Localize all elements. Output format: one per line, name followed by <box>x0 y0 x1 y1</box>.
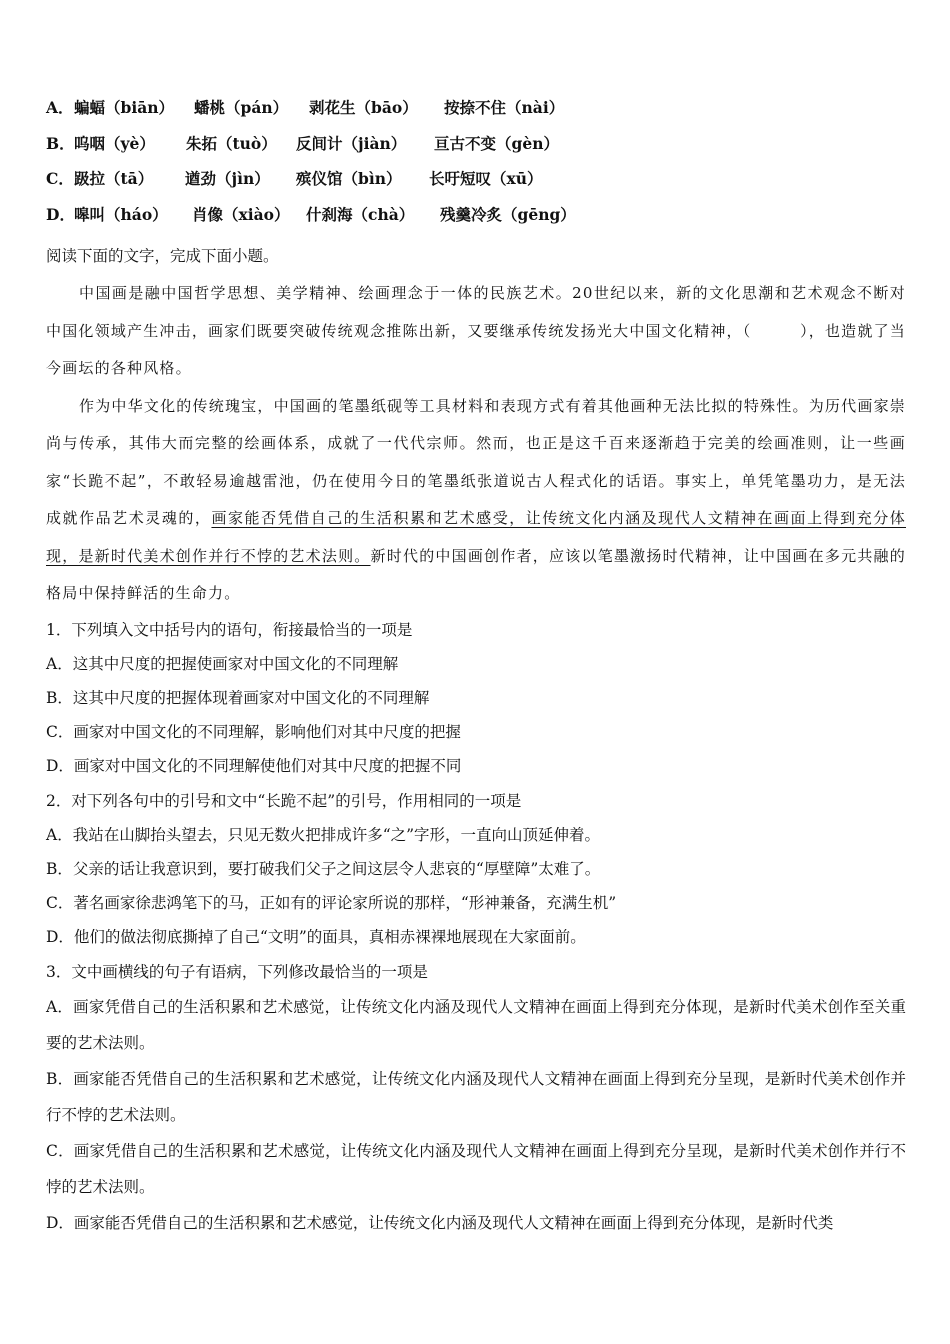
question-option: B．父亲的话让我意识到，要打破我们父子之间这层令人悲哀的“厚壁障”太难了。 <box>46 859 601 878</box>
choice-item: 按捺不住（nài） <box>444 98 565 117</box>
question-2 <box>46 784 906 955</box>
passage-paragraph-1 <box>46 275 906 388</box>
choice-item: 嗥叫（háo） <box>74 204 168 224</box>
choice-row-a <box>46 96 906 132</box>
choice-item: 呜咽（yè） <box>74 133 155 153</box>
question-option: A．画家凭借自己的生活积累和艺术感觉，让传统文化内涵及现代人文精神在画面上得到充分体现，是新时代美术创作至关重要的艺术法则。 <box>46 997 906 1052</box>
passage-p2-text: 作为中华文化的传统瑰宝，中国画的笔墨纸砚等工具材料和表现方式有着其他画种无法比拟的特殊性。为历代画家崇尚与传承，其伟大而完整的绘画体系，成就了一代代宗师。然而，也正是这千百来逐渐趋于完美的绘画准则，让一些画家“长跪不起”，不敢轻易逾越雷池，仍在使用今日的笔墨纸张道说古人程式化的话语。事实上，单凭笔墨功力，是无法成就作品艺术灵魂的， <box>46 396 906 527</box>
choice-item: 什刹海（chà） <box>306 204 415 224</box>
question-option: D．画家能否凭借自己的生活积累和艺术感觉，让传统文化内涵及现代人文精神在画面上得到充分体现，是新时代类 <box>46 1213 834 1232</box>
reading-intro: 阅读下面的文字，完成下面小题。 <box>46 247 279 265</box>
question-stem: 1．下列填入文中括号内的语句，衔接最恰当的一项是 <box>46 620 413 639</box>
question-3 <box>46 955 906 1241</box>
choice-letter: C． <box>46 169 74 188</box>
underlined-sentence: 画家能否凭借自己的生活积累和艺术感受，让传统文化内涵及现代人文精神在画面上得到充分体现，是新时代美术创作并行不悖的艺术法则。 <box>46 509 906 565</box>
choice-item: 朱拓（tuò） <box>186 133 277 153</box>
question-stem: 3．文中画横线的句子有语病，下列修改最恰当的一项是 <box>46 962 428 981</box>
choice-item: 长吁短叹（xū） <box>429 169 543 188</box>
passage-p1-text: 中国画是融中国哲学思想、美学精神、绘画理念于一体的民族艺术。20世纪以来，新的文化思潮和艺术观念不断对中国化领域产生冲击，画家们既要突破传统观念推陈出新，又要继承传统发扬光大中国文化精神，（ ），也造就了当今画坛的各种风格。 <box>46 284 906 377</box>
passage-paragraph-2 <box>46 388 906 613</box>
choice-letter: D． <box>46 204 75 224</box>
pinyin-choices <box>46 96 906 238</box>
question-option: A．我站在山脚抬头望去，只见无数火把排成许多“之”字形，一直向山顶延伸着。 <box>46 825 601 844</box>
choice-item: 殡仪馆（bìn） <box>296 169 402 188</box>
choice-row-b <box>46 132 906 168</box>
choice-item: 蟠桃（pán） <box>194 98 289 117</box>
choice-item: 亘古不变（gèn） <box>434 133 559 153</box>
choice-item: 蝙蝠（biān） <box>74 98 175 117</box>
passage-p2-tail: 新时代的中国画创作者，应该以笔墨激扬时代精神，让中国画在多元共融的格局中保持鲜活的生命力。 <box>46 546 906 602</box>
choice-item: 残羹冷炙（gēng） <box>440 204 576 224</box>
question-option: C．画家凭借自己的生活积累和艺术感觉，让传统文化内涵及现代人文精神在画面上得到充分呈现，是新时代美术创作并行不悖的艺术法则。 <box>46 1141 906 1196</box>
choice-item: 剥花生（bāo） <box>309 98 418 117</box>
question-option: B．画家能否凭借自己的生活积累和艺术感觉，让传统文化内涵及现代人文精神在画面上得到充分呈现，是新时代美术创作并行不悖的艺术法则。 <box>46 1069 906 1124</box>
choice-letter: A． <box>46 98 74 117</box>
question-stem: 2．对下列各句中的引号和文中“长跪不起”的引号，作用相同的一项是 <box>46 791 522 810</box>
choice-item: 反间计（jiàn） <box>296 133 407 153</box>
question-1 <box>46 613 906 784</box>
choice-item: 遒劲（jìn） <box>185 169 270 188</box>
choice-letter: B． <box>46 133 75 153</box>
document-page <box>46 96 906 1241</box>
question-option: C．著名画家徐悲鸿笔下的马，正如有的评论家所说的那样，“形神兼备，充满生机” <box>46 894 617 913</box>
question-option: D．他们的做法彻底撕掉了自己“文明”的面具，真相赤裸裸地展现在大家面前。 <box>46 928 586 947</box>
choice-item: 肖像（xiào） <box>192 204 290 224</box>
choice-item: 趿拉（tā） <box>74 169 154 188</box>
question-option: B．这其中尺度的把握体现着画家对中国文化的不同理解 <box>46 688 430 707</box>
choice-row-c <box>46 167 906 203</box>
question-option: C．画家对中国文化的不同理解，影响他们对其中尺度的把握 <box>46 723 461 742</box>
question-option: A．这其中尺度的把握使画家对中国文化的不同理解 <box>46 654 399 673</box>
choice-row-d <box>46 203 906 239</box>
question-option: D．画家对中国文化的不同理解使他们对其中尺度的把握不同 <box>46 757 462 776</box>
